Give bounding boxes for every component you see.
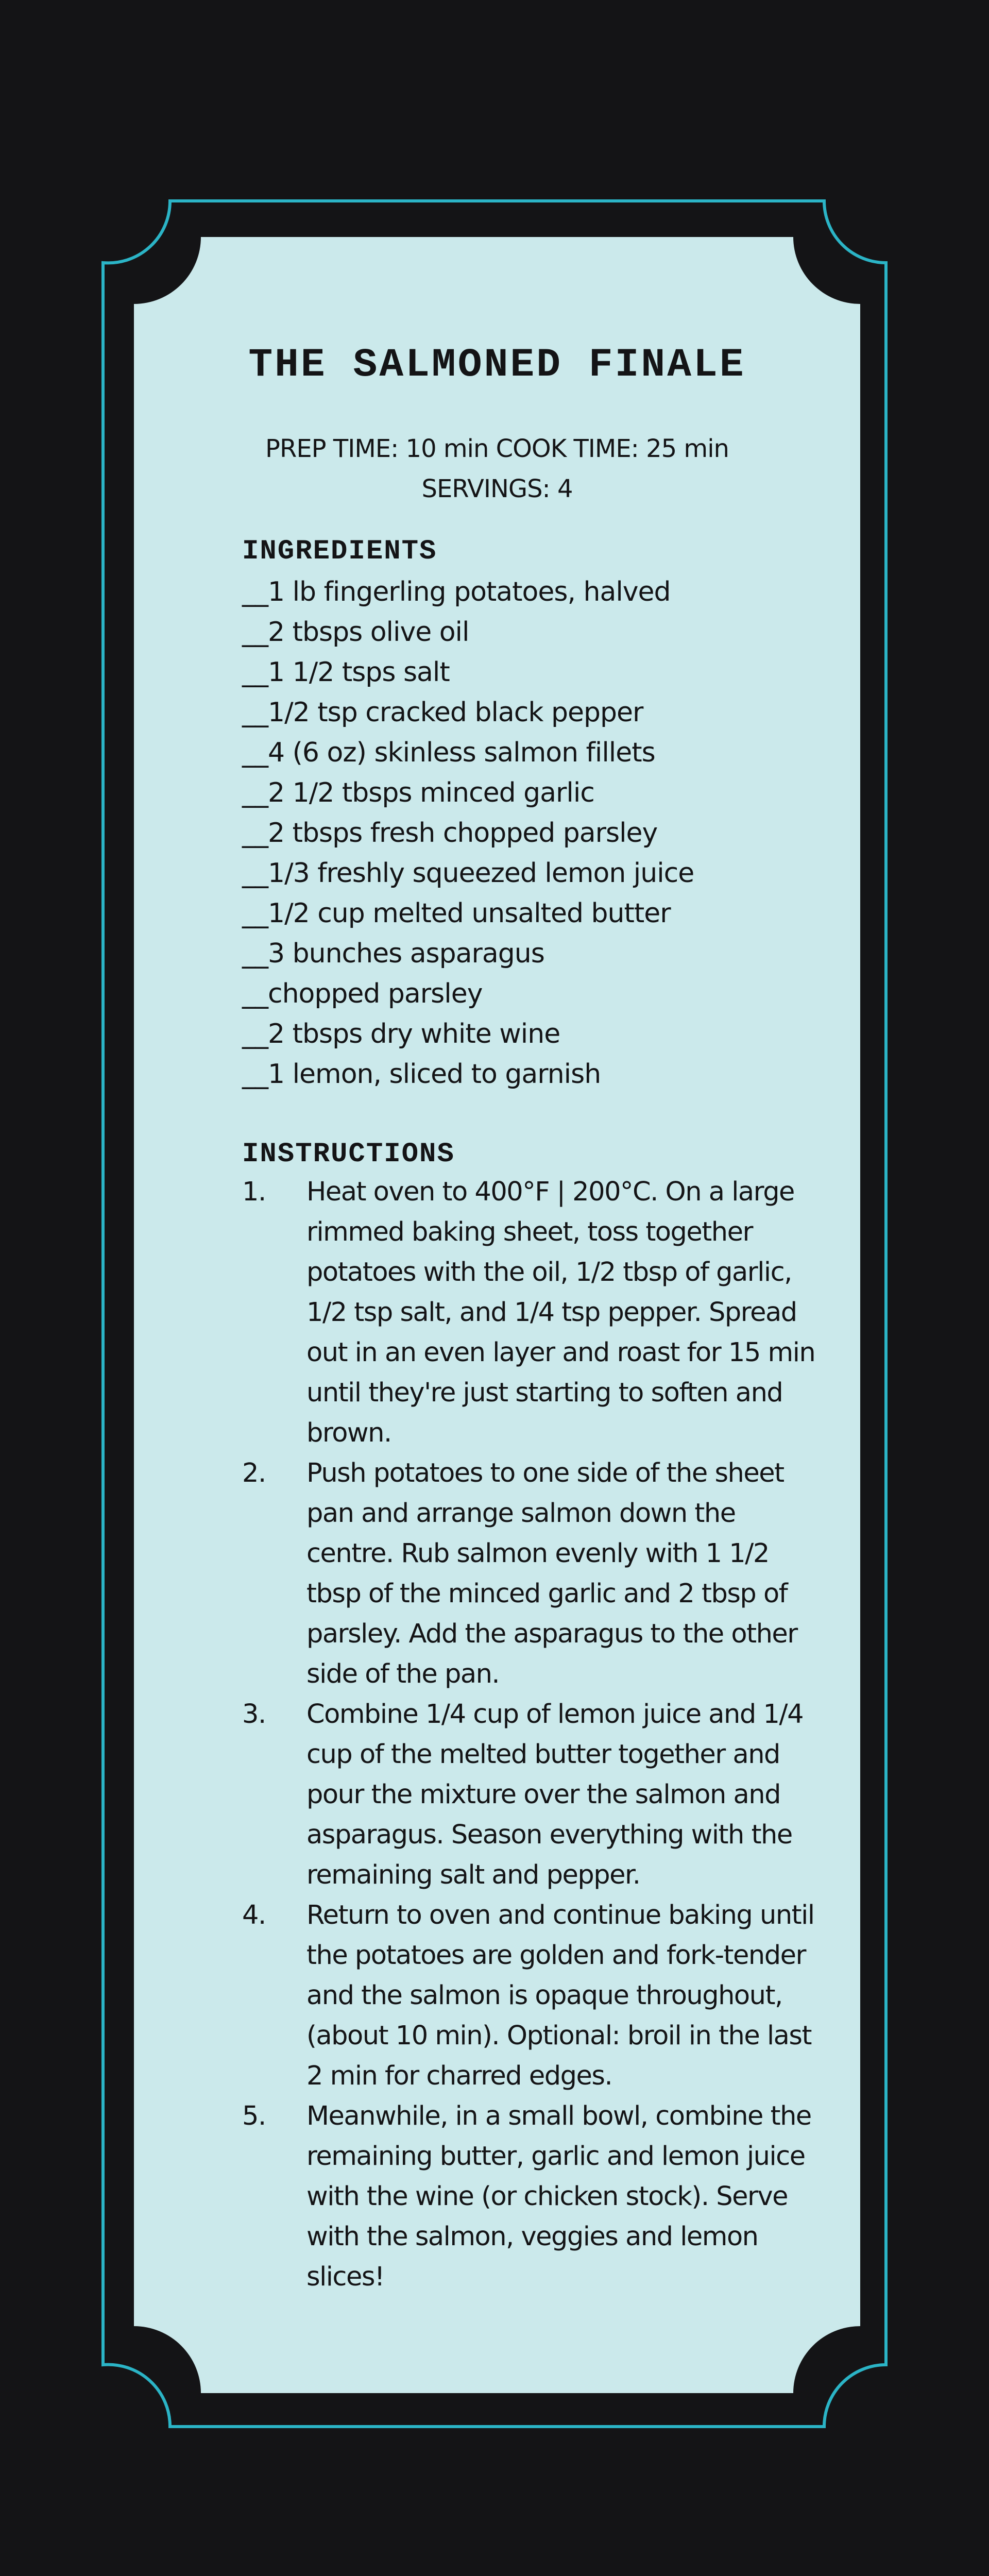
servings: SERVINGS: 4 (421, 474, 573, 503)
ingredient-item: __1 1/2 tsps salt (242, 657, 450, 688)
ingredient-item: __2 tbsps olive oil (242, 617, 469, 648)
ingredient-item: __4 (6 oz) skinless salmon fillets (242, 737, 655, 768)
ingredients-list (242, 572, 694, 1094)
ingredient-item: __1/2 cup melted unsalted butter (242, 898, 671, 929)
step-text: Push potatoes to one side of the sheet pan and arrange salmon down the centre. Rub salmon evenly with 1 1/2 tbsp of the minced garlic and 2 tbsp of parsley. Add the asparagus to the other side of the pan. (306, 1458, 797, 1689)
step-text: Heat oven to 400°F | 200°C. On a large rimmed baking sheet, toss together potatoes with the oil, 1/2 tbsp of garlic, 1/2 tsp salt, and 1/4 tsp pepper. Spread out in an even layer and roast for 15 min until they're just starting to soften and brown. (306, 1177, 815, 1448)
recipe-card (134, 237, 860, 2393)
step-text: Return to oven and continue baking until the potatoes are golden and fork-tender and the salmon is opaque throughout, (about 10 min). Optional: broil in the last 2 min for charred edges. (306, 1900, 814, 2091)
instruction-step (242, 1895, 824, 2096)
step-text: Meanwhile, in a small bowl, combine the remaining butter, garlic and lemon juice with the wine (or chicken stock). Serve with the salmon, veggies and lemon slices! (306, 2101, 811, 2292)
step-number: 5. (242, 2101, 266, 2131)
ingredient-item: __1/3 freshly squeezed lemon juice (242, 858, 694, 889)
instructions-list (242, 1172, 824, 2297)
recipe-title: THE SALMONED FINALE (248, 343, 746, 388)
ingredient-item: __2 tbsps fresh chopped parsley (242, 818, 658, 849)
instruction-step (242, 1172, 824, 1453)
ingredient-item: __1 lb fingerling potatoes, halved (242, 577, 671, 607)
ingredient-item: __2 tbsps dry white wine (242, 1019, 560, 1049)
instruction-step (242, 1453, 824, 1694)
ingredients-heading: INGREDIENTS (242, 536, 437, 567)
prep-cook-time: PREP TIME: 10 min COOK TIME: 25 min (265, 434, 729, 463)
step-number: 1. (242, 1177, 266, 1207)
ingredient-item: __chopped parsley (242, 978, 483, 1009)
step-number: 3. (242, 1699, 266, 1730)
instruction-step (242, 2096, 824, 2297)
ingredient-item: __2 1/2 tbsps minced garlic (242, 777, 594, 808)
instruction-step (242, 1694, 824, 1895)
step-number: 2. (242, 1458, 266, 1488)
ingredient-item: __3 bunches asparagus (242, 938, 544, 969)
step-number: 4. (242, 1900, 266, 1930)
ingredient-item: __1/2 tsp cracked black pepper (242, 697, 643, 728)
step-text: Combine 1/4 cup of lemon juice and 1/4 cup of the melted butter together and pour the mixture over the salmon and asparagus. Season everything with the remaining salt and pepper. (306, 1699, 804, 1890)
instructions-heading: INSTRUCTIONS (242, 1139, 455, 1170)
ingredient-item: __1 lemon, sliced to garnish (242, 1059, 601, 1090)
